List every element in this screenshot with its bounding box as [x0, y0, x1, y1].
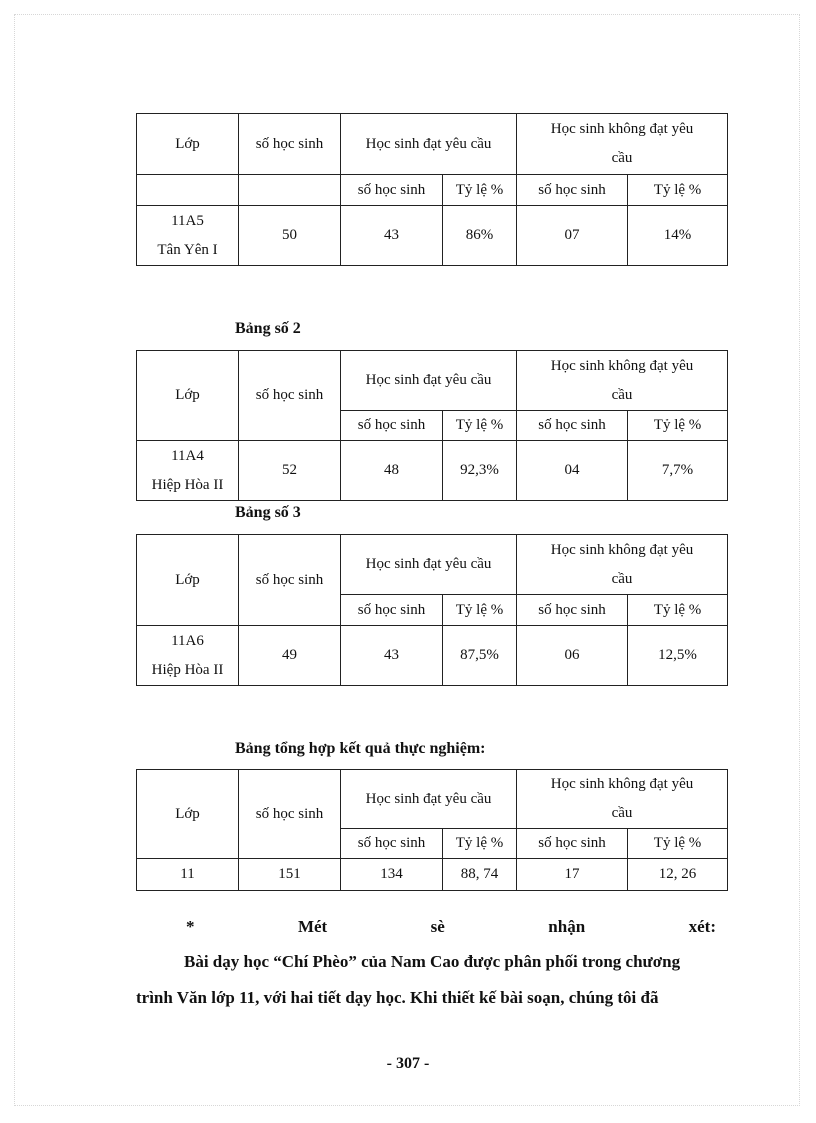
cell-kd-ty-le: 12, 26	[628, 859, 728, 891]
summary-table	[136, 769, 728, 891]
header-so-hoc-sinh: số học sinh	[239, 770, 341, 859]
cell-so-hoc-sinh: 52	[239, 441, 341, 501]
subheader-ty-le: Tỷ lệ %	[443, 175, 517, 206]
header-khong-dat-line2: cầu	[611, 805, 633, 821]
subheader-ty-le: Tỷ lệ %	[443, 595, 517, 626]
header-lop: Lớp	[137, 770, 239, 859]
cell-dat-ty-le: 92,3%	[443, 441, 517, 501]
subheader-so-hoc-sinh: số học sinh	[341, 175, 443, 206]
header-khong-dat	[517, 770, 728, 829]
cell-lop-school: Hiệp Hòa II	[151, 476, 224, 493]
header-khong-dat-line2: cầu	[611, 570, 633, 587]
cell-lop-class: 11A6	[171, 632, 204, 649]
results-table-1	[136, 113, 728, 266]
header-khong-dat-line1: Học sinh không đạt yêu	[550, 541, 694, 558]
header-khong-dat	[517, 535, 728, 595]
cell-lop	[137, 441, 239, 501]
subheader-so-hoc-sinh: số học sinh	[341, 411, 443, 441]
subheader-ty-le: Tỷ lệ %	[628, 829, 728, 859]
cell-kd-ty-le: 12,5%	[628, 626, 728, 686]
header-so-hoc-sinh: số học sinh	[239, 114, 341, 175]
header-lop: Lớp	[137, 114, 239, 175]
subheader-so-hoc-sinh: số học sinh	[517, 829, 628, 859]
subheader-so-hoc-sinh: số học sinh	[517, 595, 628, 626]
cell-lop: 11	[137, 859, 239, 891]
cell-lop-school: Tân Yên I	[157, 241, 218, 258]
summary-table-caption: Bảng tổng hợp kết quả thực nghiệm:	[235, 740, 486, 757]
table-2-caption: Bảng số 2	[235, 320, 301, 337]
cell-so-hoc-sinh: 50	[239, 206, 341, 266]
empty-cell	[239, 175, 341, 206]
header-dat: Học sinh đạt yêu cầu	[341, 770, 517, 829]
header-lop: Lớp	[137, 535, 239, 626]
header-lop: Lớp	[137, 351, 239, 441]
subheader-so-hoc-sinh: số học sinh	[341, 829, 443, 859]
header-khong-dat-line2: cầu	[611, 150, 633, 166]
cell-lop-class: 11A5	[171, 212, 204, 229]
subheader-so-hoc-sinh: số học sinh	[341, 595, 443, 626]
empty-cell	[137, 175, 239, 206]
cell-dat-so: 43	[341, 626, 443, 686]
cell-kd-so: 17	[517, 859, 628, 891]
heading-word: xét:	[688, 917, 716, 936]
cell-lop-class: 11A4	[171, 447, 204, 464]
header-khong-dat-line1: Học sinh không đạt yêu	[550, 121, 694, 137]
cell-dat-ty-le: 87,5%	[443, 626, 517, 686]
cell-kd-ty-le: 14%	[628, 206, 728, 266]
section-heading	[186, 917, 716, 937]
cell-kd-ty-le: 7,7%	[628, 441, 728, 501]
cell-dat-so: 48	[341, 441, 443, 501]
results-table-3	[136, 534, 728, 686]
heading-word: *	[186, 917, 195, 936]
subheader-so-hoc-sinh: số học sinh	[517, 411, 628, 441]
cell-dat-ty-le: 88, 74	[443, 859, 517, 891]
cell-lop-school: Hiệp Hòa II	[151, 661, 224, 678]
header-dat: Học sinh đạt yêu cầu	[341, 114, 517, 175]
subheader-ty-le: Tỷ lệ %	[443, 829, 517, 859]
cell-kd-so: 07	[517, 206, 628, 266]
heading-word: sè	[430, 917, 445, 936]
header-dat: Học sinh đạt yêu cầu	[341, 535, 517, 595]
header-khong-dat-line1: Học sinh không đạt yêu	[550, 357, 694, 374]
header-khong-dat	[517, 351, 728, 411]
header-khong-dat-line2: cầu	[611, 386, 633, 403]
header-khong-dat-line1: Học sinh không đạt yêu	[550, 776, 694, 792]
subheader-ty-le: Tỷ lệ %	[443, 411, 517, 441]
subheader-ty-le: Tỷ lệ %	[628, 175, 728, 206]
results-table-2	[136, 350, 728, 501]
header-khong-dat	[517, 114, 728, 175]
cell-dat-so: 134	[341, 859, 443, 891]
cell-dat-so: 43	[341, 206, 443, 266]
header-so-hoc-sinh: số học sinh	[239, 535, 341, 626]
cell-dat-ty-le: 86%	[443, 206, 517, 266]
header-so-hoc-sinh: số học sinh	[239, 351, 341, 441]
paragraph-line-2: trình Văn lớp 11, với hai tiết dạy học. Khi thiết kế bài soạn, chúng tôi đã	[136, 988, 659, 1007]
page-number: - 307 -	[386, 1055, 430, 1072]
cell-lop	[137, 206, 239, 266]
cell-kd-so: 04	[517, 441, 628, 501]
cell-kd-so: 06	[517, 626, 628, 686]
heading-word: Mét	[297, 917, 328, 936]
cell-so-hoc-sinh: 151	[239, 859, 341, 891]
cell-so-hoc-sinh: 49	[239, 626, 341, 686]
cell-lop	[137, 626, 239, 686]
table-3-caption: Bảng số 3	[235, 504, 301, 521]
subheader-ty-le: Tỷ lệ %	[628, 411, 728, 441]
subheader-ty-le: Tỷ lệ %	[628, 595, 728, 626]
subheader-so-hoc-sinh: số học sinh	[517, 175, 628, 206]
paragraph-line-1: Bài dạy học “Chí Phèo” của Nam Cao được phân phối trong chương	[184, 952, 681, 971]
heading-word: nhận	[548, 917, 586, 936]
header-dat: Học sinh đạt yêu cầu	[341, 351, 517, 411]
